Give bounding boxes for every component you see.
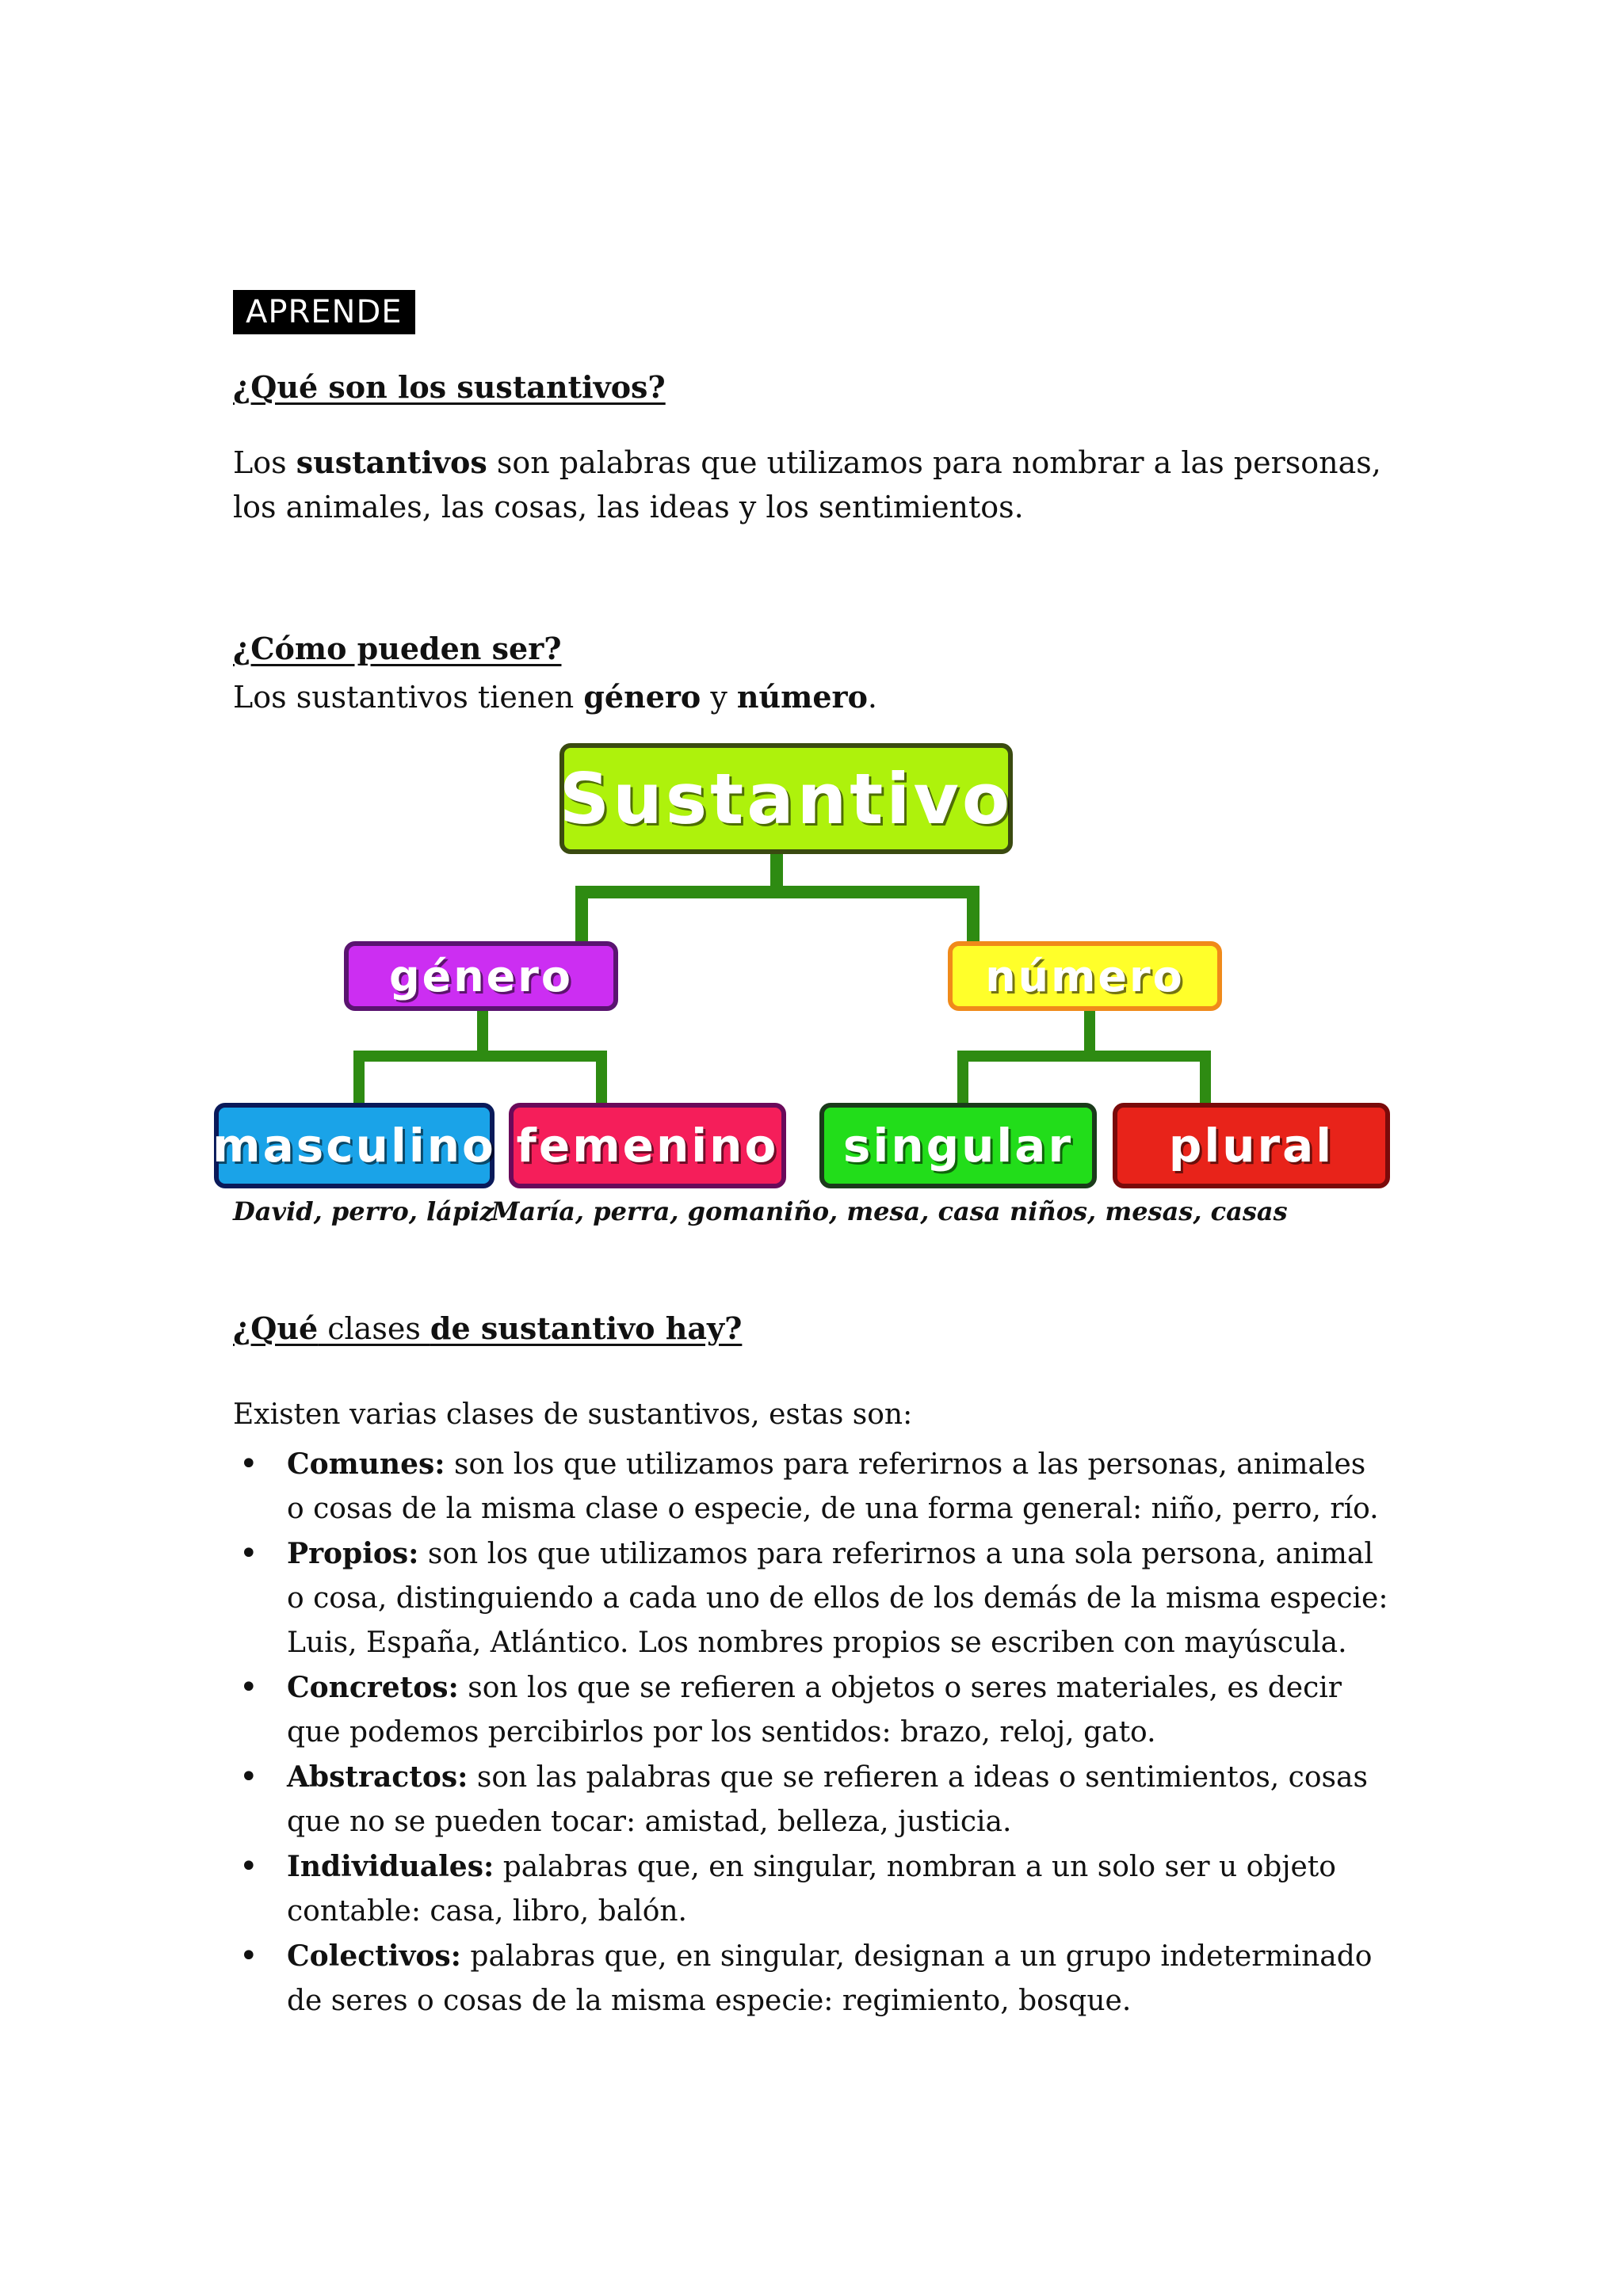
- heading-part-a: ¿Qué: [233, 1310, 319, 1346]
- node-singular: singular: [819, 1103, 1097, 1188]
- connector-genero-down: [477, 1008, 488, 1054]
- clases-list: [233, 1442, 1390, 2023]
- node-masculino: masculino: [214, 1103, 495, 1188]
- heading-part-b: clases: [318, 1311, 430, 1346]
- text-post: son palabras que utilizamos para nombrar a las personas, los animales, las cosas, las ideas y los sentimientos.: [233, 445, 1381, 524]
- term-colectivos: Colectivos:: [287, 1939, 461, 1973]
- term-propios: Propios:: [287, 1537, 419, 1570]
- term-comunes: Comunes:: [287, 1447, 445, 1481]
- text-mid: y: [701, 680, 737, 715]
- connector-numero-down: [1084, 1008, 1095, 1054]
- text-bold-genero: género: [583, 679, 701, 715]
- connector-genero-bar: [353, 1051, 607, 1062]
- text-bold-numero: número: [736, 679, 868, 715]
- list-item: [233, 1934, 1390, 2023]
- paragraph-intro-clases: Existen varias clases de sustantivos, estas son:: [233, 1398, 913, 1431]
- list-item: [233, 1531, 1390, 1665]
- example-masculino: David, perro, lápiz: [233, 1196, 495, 1226]
- node-sustantivo: Sustantivo: [559, 743, 1013, 854]
- connector-root-down: [770, 849, 783, 891]
- heading-clases: [233, 1310, 742, 1346]
- list-item: [233, 1755, 1390, 1844]
- list-item: [233, 1844, 1390, 1934]
- term-abstractos: Abstractos:: [287, 1760, 468, 1794]
- list-item: [233, 1665, 1390, 1755]
- example-plural: niños, mesas, casas: [1010, 1196, 1288, 1226]
- text-pre: Los sustantivos tienen: [233, 680, 584, 715]
- term-individuales: Individuales:: [287, 1850, 495, 1883]
- connector-to-singular: [957, 1051, 968, 1106]
- node-femenino: femenino: [509, 1103, 786, 1188]
- connector-root-bar: [575, 886, 980, 898]
- connector-to-femenino: [596, 1051, 607, 1106]
- item-text: son los que utilizamos para referirnos a una sola persona, animal o cosa, distinguiendo a cada uno de ellos de los demás de la misma especie: Luis, España, Atlántico. Los nombres propios se escriben con mayúscula.: [287, 1538, 1388, 1659]
- connector-to-genero: [575, 886, 588, 949]
- connector-to-numero: [967, 886, 980, 949]
- connector-numero-bar: [957, 1051, 1211, 1062]
- text-end: .: [867, 680, 878, 715]
- connector-to-plural: [1200, 1051, 1211, 1106]
- heading-que-son: ¿Qué son los sustantivos?: [233, 369, 666, 405]
- aprende-tag: APRENDE: [233, 290, 415, 334]
- item-text: palabras que, en singular, designan a un grupo indeterminado de seres o cosas de la misma especie: regimiento, bosque.: [287, 1940, 1373, 2017]
- item-text: palabras que, en singular, nombran a un solo ser u objeto contable: casa, libro, balón.: [287, 1851, 1336, 1928]
- term-concretos: Concretos:: [287, 1671, 459, 1704]
- item-text: son los que utilizamos para referirnos a las personas, animales o cosas de la misma clase o especie, de una forma general: niño, perro, río.: [287, 1448, 1379, 1525]
- text-pre: Los: [233, 445, 296, 480]
- example-femenino: María, perra, goma: [491, 1196, 766, 1226]
- node-plural: plural: [1113, 1103, 1390, 1188]
- node-genero: género: [344, 941, 618, 1011]
- text-bold-sustantivos: sustantivos: [296, 444, 487, 480]
- heading-part-c: de sustantivo hay?: [430, 1310, 743, 1346]
- example-singular: niño, mesa, casa: [766, 1196, 1001, 1226]
- heading-como-pueden-ser: ¿Cómo pueden ser?: [233, 631, 562, 666]
- item-text: son las palabras que se refieren a ideas o sentimientos, cosas que no se pueden tocar: amistad, belleza, justicia.: [287, 1761, 1368, 1838]
- connector-to-masculino: [353, 1051, 365, 1106]
- item-text: son los que se refieren a objetos o seres materiales, es decir que podemos percibirlos por los sentidos: brazo, reloj, gato.: [287, 1672, 1342, 1749]
- node-numero: número: [948, 941, 1222, 1011]
- list-item: [233, 1442, 1390, 1531]
